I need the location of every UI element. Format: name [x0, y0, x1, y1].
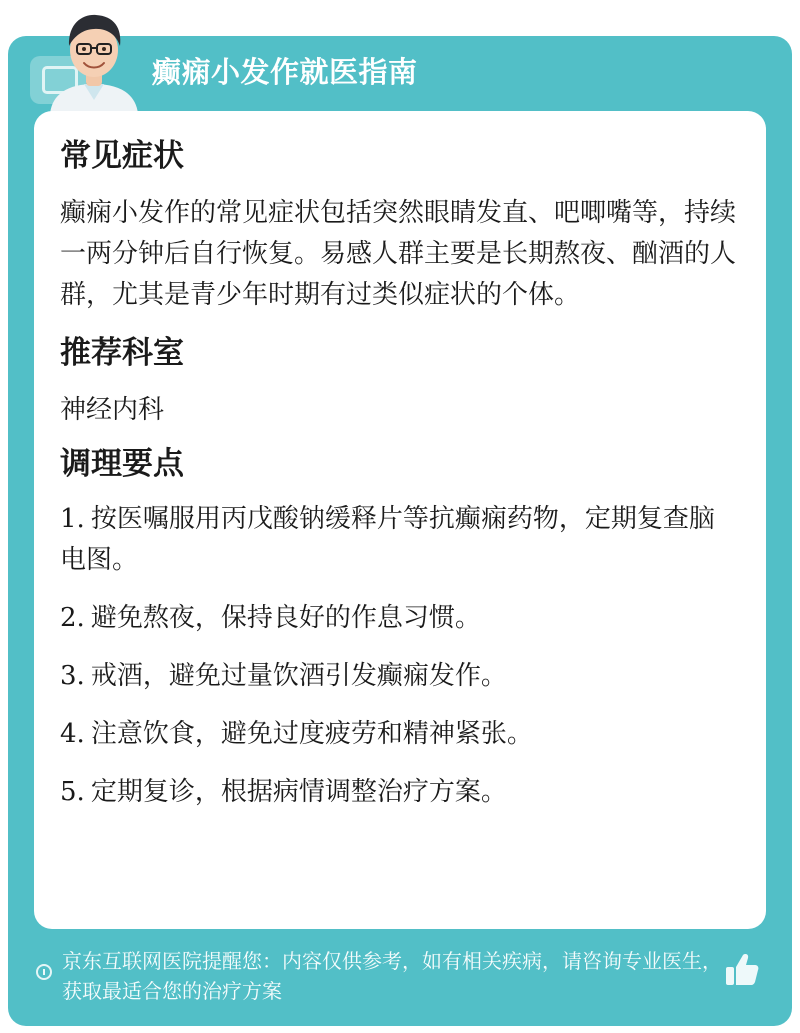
- department-heading: 推荐科室: [60, 335, 184, 371]
- list-item: [60, 714, 740, 755]
- symptoms-heading: 常见症状: [60, 138, 184, 174]
- list-item: [60, 772, 740, 813]
- list-item-text: 注意饮食，避免过度疲劳和精神紧张。: [90, 719, 533, 749]
- list-item: [60, 656, 740, 697]
- doctor-avatar-icon: [44, 4, 144, 114]
- department-text: 神经内科: [60, 395, 165, 425]
- symptoms-text: 癫痫小发作的常见症状包括突然眼睛发直、吧唧嘴等，持续一两分钟后自行恢复。易感人群主要是长期熬夜、酗酒的人群，尤其是青少年时期有过类似症状的个体。: [60, 198, 737, 310]
- list-item: [60, 499, 740, 581]
- list-item: [60, 598, 740, 639]
- list-item-number: 4.: [60, 719, 85, 749]
- page-title: 癫痫小发作就医指南: [152, 55, 418, 89]
- list-item-text: 按医嘱服用丙戊酸钠缓释片等抗癫痫药物，定期复查脑电图。: [60, 504, 715, 575]
- list-item-text: 避免熬夜，保持良好的作息习惯。: [90, 603, 481, 633]
- care-list: [60, 499, 740, 813]
- info-circle-icon: [36, 964, 52, 980]
- footer-disclaimer: 京东互联网医院提醒您：内容仅供参考，如有相关疾病，请咨询专业医生，获取最适合您的治疗方案: [62, 949, 722, 1003]
- content-panel: [34, 111, 766, 929]
- list-item-text: 戒酒，避免过量饮酒引发癫痫发作。: [90, 661, 507, 691]
- thumbs-up-icon[interactable]: [722, 950, 762, 990]
- list-item-number: 3.: [60, 661, 85, 691]
- list-item-text: 定期复诊，根据病情调整治疗方案。: [90, 777, 507, 807]
- care-heading: 调理要点: [60, 446, 184, 482]
- list-item-number: 5.: [60, 777, 85, 807]
- list-item-number: 1.: [60, 504, 85, 534]
- list-item-number: 2.: [60, 603, 85, 633]
